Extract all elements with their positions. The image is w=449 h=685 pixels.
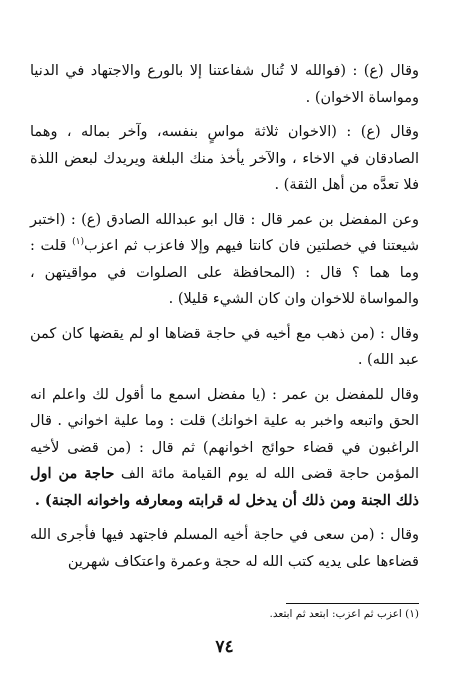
footnote-divider [286,603,419,604]
paragraph-5-bold: حاجة من اول ذلك الجنة ومن ذلك أن يدخل له قرابته ومعارفه واخوانه الجنة) . [30,465,419,509]
paragraph-4-text: وقال : (من ذهب مع أخيه في حاجة قضاها او لم يقضها كان كمن عبد الله) . [30,325,419,368]
paragraph-2 [30,119,419,199]
paragraph-6 [30,522,419,575]
paragraph-3 [30,207,419,313]
paragraph-5 [30,382,419,515]
paragraph-3-text: وعن المفضل بن عمر قال : قال ابو عبدالله الصادق (ع) : (اختبر شيعتنا في خصلتين فان كانتا فيهم وإلا فاعزب ثم اعزب [30,211,420,254]
body-text [30,58,419,583]
footnote: (١) اعزب ثم اعزب: ابتعد ثم ابتعد. [269,608,419,620]
paragraph-3-rest: قلت : وما هما ؟ قال : (المحافظة على الصلوات في مواقيتهن ، والمواساة للاخوان وان كان الشيء قليلا) . [30,238,419,307]
paragraph-5-text: وقال للمفضل بن عمر : (يا مفضل اسمع ما أقول لك واعلم انه الحق واتبعه واخبر به علية اخوانك) قلت : وما علية اخواني . قال الراغبون في قضاء حوائج اخوانهم) ثم قال : (من قضى لأخيه المؤمن حاجة قضى الله له يوم القيامة مائة الف [30,386,419,482]
paragraph-2-text: وقال (ع) : (الاخوان ثلاثة مواسٍ بنفسه، وآخر بماله ، وهما الصادقان في الاخاء ، والآخر يأخذ منك البلغة ويريدك لبعض اللذة فلا تعدَّه من أهل الثقة) . [30,124,419,193]
paragraph-4 [30,321,419,374]
paragraph-1 [30,58,419,111]
footnote-marker: (١) [72,237,84,248]
paragraph-6-text: وقال : (من سعى في حاجة أخيه المسلم فاجتهد فيها فأجرى الله قضاءها على يديه كتب الله له حجة وعمرة واعتكاف شهرين [30,527,419,570]
page-number: ٧٤ [215,637,234,657]
paragraph-1-text: وقال (ع) : (فوالله لا تُنال شفاعتنا إلا بالورع والاجتهاد في الدنيا ومواساة الاخوان) . [30,63,419,106]
